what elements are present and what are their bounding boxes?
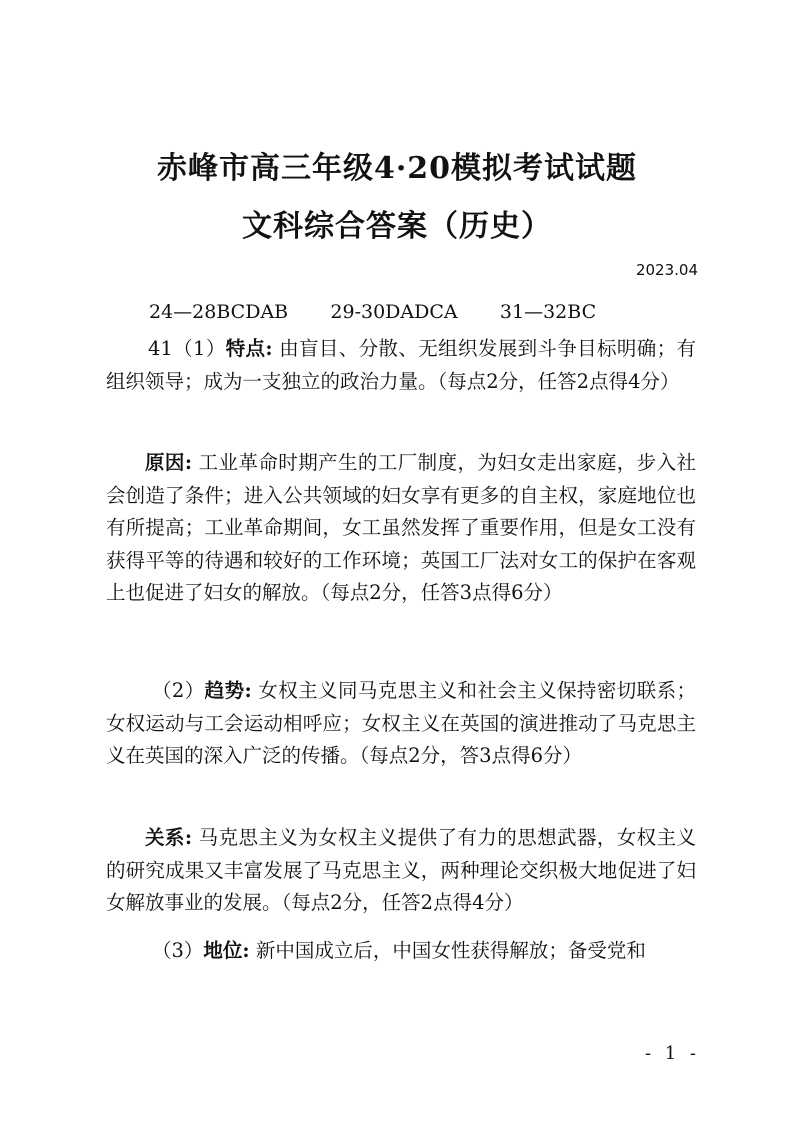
- answer-group-29-30: 29-30DADCA: [330, 301, 458, 323]
- q41-1-characteristics: [106, 333, 696, 398]
- document-title: 赤峰市高三年级4·20模拟考试试题: [156, 151, 638, 186]
- q41-2-trend: [106, 675, 696, 773]
- status-label: 地位:: [203, 939, 250, 962]
- q41-1-reasons: [106, 447, 696, 610]
- answer-group-24-28: 24—28BCDAB: [149, 301, 289, 323]
- trend-text: 女权主义同马克思主义和社会主义保持密切联系；女权运动与工会运动相呼应；女权主义在英国的演进推动了马克思主义在英国的深入广泛的传播。（每点2分，答3点得6分）: [106, 679, 696, 768]
- trend-label: 趋势:: [204, 679, 252, 702]
- characteristics-label: 特点:: [225, 337, 273, 360]
- q41-2-number: （2）: [152, 679, 205, 702]
- page-number: - 1 -: [644, 1043, 700, 1064]
- characteristics-text: 由盲目、分散、无组织发展到斗争目标明确；有组织领导；成为一支独立的政治力量。（每点2分，任答2点得4分）: [106, 337, 696, 393]
- q41-3-number: （3）: [152, 939, 204, 962]
- q41-3-status: [106, 935, 696, 968]
- multiple-choice-answers: [149, 301, 596, 323]
- q41-1-number: 41（1）: [148, 337, 226, 360]
- reasons-text: 工业革命时期产生的工厂制度，为妇女走出家庭，步入社会创造了条件；进入公共领域的妇女享有更多的自主权，家庭地位也有所提高；工业革命期间，女工虽然发挥了重要作用，但是女工没有获得平等的待遇和较好的工作环境；英国工厂法对女工的保护在客观上也促进了妇女的解放。（每点2分，任答3点得6分）: [106, 451, 697, 605]
- relation-label: 关系:: [145, 826, 193, 849]
- relation-text: 马克思主义为女权主义提供了有力的思想武器，女权主义的研究成果又丰富发展了马克思主义，两种理论交织极大地促进了妇女解放事业的发展。（每点2分，任答2点得4分）: [106, 826, 697, 915]
- q41-2-relation: [106, 822, 696, 920]
- document-date: 2023.04: [635, 261, 698, 279]
- document-subtitle: 文科综合答案（历史）: [242, 209, 552, 244]
- answer-group-31-32: 31—32BC: [499, 301, 597, 323]
- status-text: 新中国成立后，中国女性获得解放；备受党和: [249, 939, 646, 962]
- reasons-label: 原因:: [145, 451, 193, 474]
